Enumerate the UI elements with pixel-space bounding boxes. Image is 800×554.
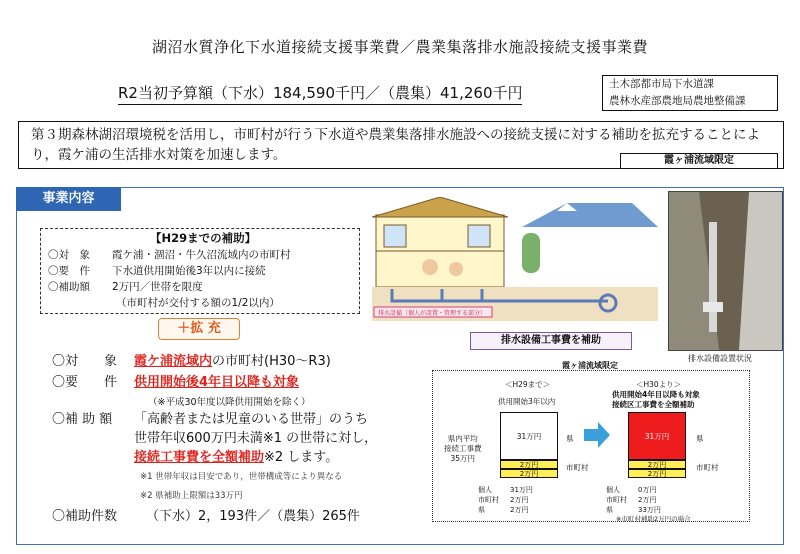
fig-left-big: 31万円 (500, 412, 558, 460)
exp-amount-line2: 世帯年収600万円未満※1 の世帯に対し， (134, 431, 378, 446)
exp-req-red: 供用開始後4年目以降も対象 (134, 375, 300, 390)
exp-amount-line1: 「高齢者または児童のいる世帯」のうち (134, 412, 369, 427)
expand-label: ＋拡 充 (158, 318, 240, 340)
fig-left-pref: 県 (566, 434, 574, 443)
fig-left-head: ＜H29まで＞ (505, 380, 551, 389)
fig-left-low: 2万円 (500, 469, 558, 478)
h29-req: 下水道供用開始後3年以内に接続 (112, 265, 266, 277)
fig-right-pref: 県 (696, 434, 704, 443)
installation-photo (668, 191, 783, 351)
drain-label: 排水設備工事費を補助 (470, 332, 632, 350)
fig-avg-label: 県内平均 接続工事費 35万円 (444, 434, 482, 463)
exp-note2: ※2 県補助上限額は33万円 (140, 491, 243, 501)
fig-left-sub: 供用開始3年以内 (498, 397, 556, 406)
fig-right-low: 2万円 (628, 469, 686, 478)
exp-count-label: 〇補助件数 (52, 509, 118, 524)
budget-line: R2当初予算額（下水）184,590千円／（農集）41,260千円 (118, 82, 522, 105)
exp-req (134, 373, 299, 392)
fig-right-sub2: 接続区工事費を全額補助 (612, 400, 695, 409)
h29-amount-note: （市町村が交付する額の1/2以内） (116, 297, 280, 309)
photo-caption: 排水設備設置状況 (688, 354, 752, 363)
exp-target-red: 霞ケ浦流域内 (134, 354, 213, 369)
exp-target (134, 352, 331, 371)
exp-target-rest: の市町村(H30〜R3) (212, 354, 331, 369)
department-box (602, 75, 778, 111)
fig-left-mid: 2万円 (500, 460, 558, 469)
tree-icon (522, 233, 540, 273)
h29-title: 【H29までの補助】 (150, 231, 257, 245)
fig-left-row-3: 県 2万円 (478, 506, 529, 514)
h29-amount-label: 〇補助額 (48, 281, 90, 293)
drain-note: 排水設備（個人が設置・管理する部分） (378, 310, 487, 317)
fig-right-muni: 市町村 (696, 463, 719, 472)
exp-note1: ※1 世帯年収は目安であり，世帯構成等により異なる (140, 472, 343, 482)
h29-target: 霞ケ浦・涸沼・牛久沼流域内の市町村 (112, 249, 291, 261)
h29-req-label: 〇要 件 (48, 265, 90, 277)
h29-target-label: 〇対 象 (48, 249, 90, 261)
region-badge: 霞ヶ浦流域限定 (620, 153, 778, 169)
page-title: 湖沼水質浄化下水道接続支援事業費／農業集落排水施設接続支援事業費 (151, 38, 648, 56)
fig-right-row-1: 個人 0万円 (606, 486, 657, 494)
fig-right-note: ※市町村補助2万円の場合 (616, 515, 691, 523)
exp-req-note: （※平成30年度以降供用開始を除く） (148, 397, 311, 408)
exp-amount-label: 〇補 助 額 (52, 412, 113, 427)
fig-right-big: 31万円 (628, 412, 686, 460)
department-sewer: 土木部都市局下水道課 (609, 78, 714, 90)
exp-amount-line3 (134, 448, 338, 467)
department-agri: 農林水産部農地局農地整備課 (609, 95, 746, 107)
fig-right-mid: 2万円 (628, 460, 686, 469)
exp-req-label: 〇要 件 (52, 375, 118, 390)
fig-left-muni: 市町村 (566, 463, 589, 472)
arrow-right-icon (584, 422, 610, 448)
fig-right-head: ＜H30より＞ (636, 380, 682, 389)
house-sewer-illustration (372, 197, 658, 321)
exp-target-label: 〇対 象 (52, 354, 118, 369)
figure-title: 霞ヶ浦流域限定 (562, 361, 618, 370)
summary-text: 第３期森林湖沼環境税を活用し，市町村が行う下水道や農業集落排水施設への接続支援に対する補助を拡充することにより，霞ケ浦の生活排水対策を加速します。 (31, 127, 760, 163)
fig-right-row-2: 市町村 2万円 (606, 496, 657, 504)
section-tab: 事業内容 (16, 187, 121, 211)
fig-left-row-2: 市町村 2万円 (478, 496, 529, 504)
fig-right-row-3: 県 33万円 (606, 506, 661, 514)
h29-amount: 2万円／世帯を限度 (112, 281, 203, 293)
exp-amount-tail: ※2 します。 (264, 450, 339, 465)
exp-amount-red: 接続工事費を全額補助 (134, 450, 265, 465)
fig-right-sub1: 供用開始4年目以降も対象 (612, 390, 700, 399)
exp-count: （下水）2，193件／（農集）265件 (146, 509, 360, 524)
fig-left-row-1: 個人 31万円 (478, 486, 533, 494)
